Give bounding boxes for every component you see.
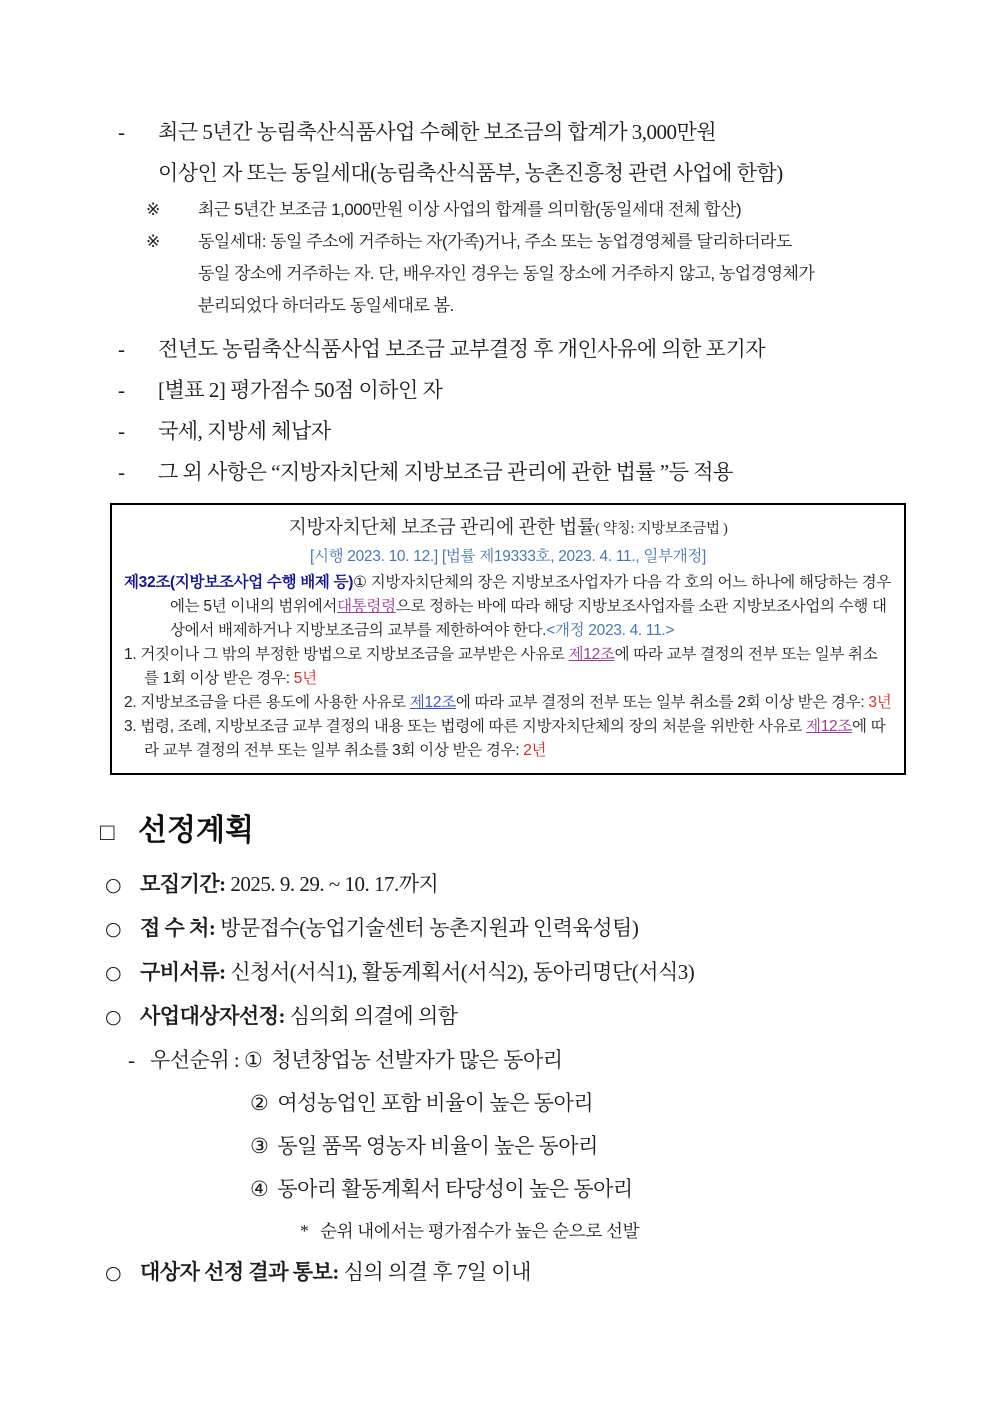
article-12-link[interactable]: 제12조 <box>806 718 853 735</box>
plan-row-result-notice <box>100 1251 908 1295</box>
row-value: 신청서(서식1), 활동계획서(서식2), 동아리명단(서식3) <box>230 960 695 984</box>
exclusion-item-text: [별표 2] 평가점수 50점 이하인 자 <box>158 378 443 402</box>
reference-note <box>100 194 908 226</box>
section-heading-text: 선정계획 <box>138 814 254 847</box>
row-label: 구비서류: <box>140 960 226 984</box>
article-text: ① 지방자치단체의 장은 지방보조사업자가 다음 각 호의 어느 하나에 해당하는 경우에는 5년 이내의 범위에서 <box>170 574 892 615</box>
exclusion-item-text: 최근 5년간 농림축산식품사업 수혜한 보조금의 합계가 3,000만원 <box>158 120 717 144</box>
priority-list-line-2 <box>100 1082 908 1125</box>
circle-bullet-icon: ○ <box>105 1262 122 1284</box>
dash-bullet: - <box>118 337 125 361</box>
reference-mark-icon: ※ <box>146 232 160 251</box>
row-label: 대상자 선정 결과 통보: <box>140 1260 339 1284</box>
circle-bullet-icon: ○ <box>105 1006 122 1028</box>
square-bullet-icon: □ <box>100 819 115 846</box>
law-clause-1 <box>124 643 892 691</box>
row-value: 심의회 의결에 의함 <box>289 1004 458 1028</box>
clause-text: 에 따라 교부 결정의 전부 또는 일부 취소를 1회 이상 받은 경우: <box>144 646 878 687</box>
exclusion-item <box>100 452 908 493</box>
circle-bullet-icon: ○ <box>105 918 122 940</box>
law-article-32 <box>124 571 892 643</box>
clause-text: 법령, 조례, 지방보조금 교부 결정의 내용 또는 법령에 따른 지방자치단체의 장의 처분을 위반한 사유로 <box>140 718 807 735</box>
dash-bullet: - <box>118 120 125 144</box>
circle-bullet-icon: ○ <box>105 874 122 896</box>
priority-list-line-4 <box>100 1168 908 1211</box>
plan-row-reception <box>100 907 908 951</box>
priority-text: 동일 품목 영농자 비율이 높은 동아리 <box>277 1134 598 1158</box>
circled-number-icon: ① <box>243 1048 263 1072</box>
exclusion-section <box>100 112 908 493</box>
law-clause-3 <box>124 715 892 763</box>
circled-number-icon: ③ <box>250 1134 269 1158</box>
reference-note-text: 최근 5년간 보조금 1,000만원 이상 사업의 합계를 의미함(동일세대 전체 합산) <box>198 200 742 219</box>
priority-list-line-3 <box>100 1125 908 1168</box>
exclusion-item <box>100 329 908 370</box>
reference-note-continuation: 분리되었다 하더라도 동일세대로 봄. <box>198 296 454 315</box>
row-value: 2025. 9. 29. ~ 10. 17.까지 <box>230 872 439 896</box>
priority-text: 청년창업농 선발자가 많은 동아리 <box>271 1048 563 1072</box>
law-excerpt-box <box>110 503 906 775</box>
plan-row-recruit-period <box>100 863 908 907</box>
plan-row-target-selection <box>100 995 908 1039</box>
exclusion-item-text: 그 외 사항은 “지방자치단체 지방보조금 관리에 관한 법률 ”등 적용 <box>158 460 733 484</box>
law-title <box>124 513 892 544</box>
law-title-abbreviation: ( 약칭: 지방보조금법 ) <box>595 521 728 537</box>
law-title-text: 지방자치단체 보조금 관리에 관한 법률 <box>288 517 596 538</box>
exclusion-item-text: 국세, 지방세 체납자 <box>158 419 331 443</box>
exclusion-item-continuation: 이상인 자 또는 동일세대(농림축산식품부, 농촌진흥청 관련 사업에 한함) <box>158 161 783 185</box>
dash-bullet: - <box>118 378 125 402</box>
penalty-term: 2년 <box>523 742 547 759</box>
priority-text: 동아리 활동계획서 타당성이 높은 동아리 <box>277 1177 633 1201</box>
clause-text: 거짓이나 그 밖의 부정한 방법으로 지방보조금을 교부받은 사유로 <box>140 646 569 663</box>
article-text: 으로 정하는 바에 따라 해당 지방보조사업자를 소관 지방보조사업의 수행 대상에서 배제하거나 지방보조금의 교부를 제한하여야 한다. <box>170 598 887 639</box>
circled-number-icon: ② <box>250 1091 269 1115</box>
asterisk-icon: * <box>300 1221 309 1241</box>
row-value: 방문접수(농업기술센터 농촌지원과 인력육성팀) <box>220 916 639 940</box>
priority-text: 여성농업인 포함 비율이 높은 동아리 <box>277 1091 594 1115</box>
article-number: 제32조(지방보조사업 수행 배제 등) <box>124 574 354 591</box>
section-heading <box>100 811 908 853</box>
clause-number: 2. <box>124 694 137 711</box>
penalty-term: 5년 <box>293 670 317 687</box>
row-label: 접 수 처: <box>140 916 216 940</box>
exclusion-item-text: 전년도 농림축산식품사업 보조금 교부결정 후 개인사유에 의한 포기자 <box>158 337 766 361</box>
exclusion-item <box>100 112 908 153</box>
law-clause-2 <box>124 691 892 715</box>
reference-mark-icon: ※ <box>146 200 160 219</box>
clause-number: 1. <box>124 646 137 663</box>
priority-list-line-1 <box>100 1039 908 1082</box>
priority-label: 우선순위 : <box>150 1048 240 1072</box>
selection-plan-section <box>100 811 908 1295</box>
dash-bullet: - <box>118 460 125 484</box>
clause-text: 에 따라 교부 결정의 전부 또는 일부 취소를 2회 이상 받은 경우: <box>455 694 869 711</box>
article-12-link[interactable]: 제12조 <box>409 694 456 711</box>
reference-note <box>100 226 908 258</box>
priority-footnote <box>100 1211 908 1251</box>
row-value: 심의 의결 후 7일 이내 <box>343 1260 531 1284</box>
exclusion-item <box>100 370 908 411</box>
presidential-decree-link[interactable]: 대통령령 <box>337 598 396 615</box>
penalty-term: 3년 <box>868 694 892 711</box>
priority-footnote-text: 순위 내에서는 평가점수가 높은 순으로 선발 <box>320 1221 640 1241</box>
row-label: 사업대상자선정: <box>140 1004 285 1028</box>
circle-bullet-icon: ○ <box>105 962 122 984</box>
plan-row-documents <box>100 951 908 995</box>
circled-number-icon: ④ <box>250 1177 269 1201</box>
amendment-note: <개정 2023. 4. 11.> <box>546 622 675 639</box>
law-enforcement-line: [시행 2023. 10. 12.] [법률 제19333호, 2023. 4. 11., 일부개정] <box>309 548 707 565</box>
clause-number: 3. <box>124 718 137 735</box>
clause-text: 에 따라 교부 결정의 전부 또는 일부 취소를 3회 이상 받은 경우: <box>144 718 886 759</box>
clause-text: 지방보조금을 다른 용도에 사용한 사유로 <box>140 694 410 711</box>
reference-note-text: 동일세대: 동일 주소에 거주하는 자(가족)거나, 주소 또는 농업경영체를 달리하더라도 <box>198 232 792 251</box>
reference-note-continuation: 동일 장소에 거주하는 자. 단, 배우자인 경우는 동일 장소에 거주하지 않고, 농업경영체가 <box>198 264 815 283</box>
dash-bullet: - <box>118 419 125 443</box>
row-label: 모집기간: <box>140 872 226 896</box>
exclusion-item <box>100 411 908 452</box>
article-12-link[interactable]: 제12조 <box>568 646 615 663</box>
dash-bullet: - <box>128 1048 135 1072</box>
